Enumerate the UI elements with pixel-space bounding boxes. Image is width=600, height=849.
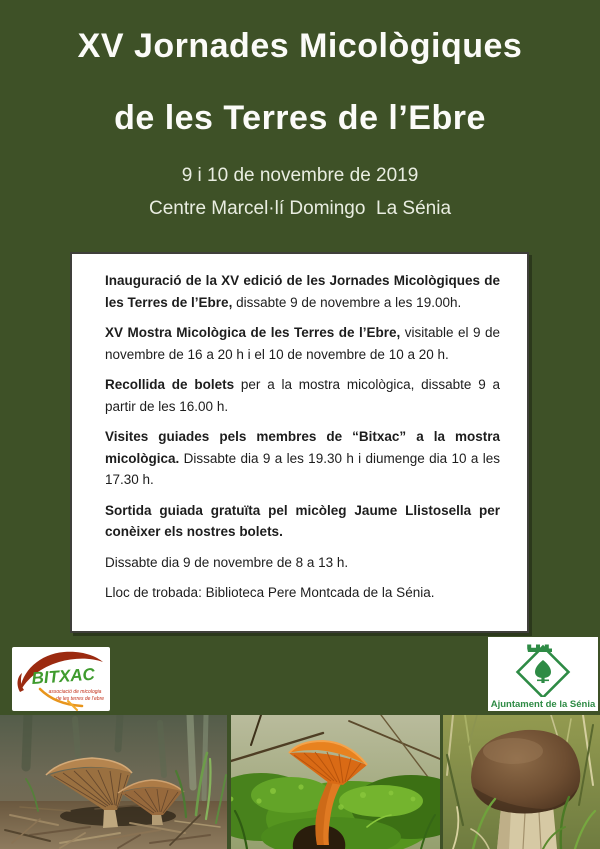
program-paragraph-body: Lloc de trobada: Biblioteca Pere Montcada de la Sénia. bbox=[105, 585, 435, 600]
program-paragraph bbox=[105, 582, 500, 604]
program-paragraph-body: visitable el 9 de novembre de 16 a 20 h i el 10 de novembre de 10 a 20 h. bbox=[105, 325, 500, 362]
program-paragraph bbox=[105, 500, 500, 543]
event-date: 9 i 10 de novembre de 2019 bbox=[181, 165, 419, 186]
program-paragraph-lead: XV Mostra Micològica de les Terres de l’Ebre, bbox=[105, 325, 401, 340]
tree-emblem-icon bbox=[535, 660, 551, 683]
photo-funnel-mushrooms bbox=[0, 715, 227, 849]
program-paragraph-lead: Recollida de bolets bbox=[105, 377, 235, 392]
ajuntament-logo bbox=[488, 637, 598, 711]
program-paragraph bbox=[105, 426, 500, 491]
bitxac-wordmark: BITXAC bbox=[30, 664, 96, 688]
page-title-line-2: de les Terres de l’Ebre bbox=[114, 99, 486, 137]
event-venue: Centre Marcel·lí Domingo La Sénia bbox=[148, 198, 452, 219]
ajuntament-label: Ajuntament de la Sénia bbox=[490, 699, 596, 710]
ajuntament-crest-art bbox=[488, 637, 598, 697]
program-paragraph-lead: Inauguració de la XV edició de les Jornades Micològiques de les Terres de l’Ebre, bbox=[105, 273, 500, 310]
program-paragraph-lead: Sortida guiada gratuïta pel micòleg Jaume Llistosella per conèixer els nostres bolets. bbox=[105, 502, 500, 539]
program-paragraph bbox=[105, 374, 500, 417]
program-box bbox=[70, 252, 529, 633]
bitxac-logo bbox=[12, 647, 110, 711]
program-paragraph bbox=[105, 552, 500, 574]
bitxac-subtitle-2: de les terres de l’ebre bbox=[55, 696, 105, 702]
program-paragraph-body: per a la mostra micològica, dissabte 9 a partir de les 16.00 h. bbox=[105, 377, 501, 414]
program-paragraph-body: dissabte 9 de novembre a les 19.00h. bbox=[232, 294, 462, 310]
program-paragraph-lead: Visites guiades pels membres de “Bitxac” a la mostra micològica. bbox=[105, 429, 500, 466]
bitxac-logo-art bbox=[12, 647, 110, 711]
photo-chanterelle-on-moss bbox=[231, 715, 440, 849]
program-paragraph bbox=[105, 322, 500, 365]
program-paragraph-body: Dissabte dia 9 a les 19.30 h i diumenge dia 10 a les 17.30 h. bbox=[105, 450, 500, 487]
page-title-line-1: XV Jornades Micològiques bbox=[77, 27, 523, 65]
photo-cep-bolete bbox=[443, 715, 600, 849]
bitxac-subtitle-1: associació de micologia bbox=[48, 689, 102, 695]
program-paragraph-body: Dissabte dia 9 de novembre de 8 a 13 h. bbox=[105, 554, 349, 570]
program-paragraph bbox=[105, 270, 500, 313]
